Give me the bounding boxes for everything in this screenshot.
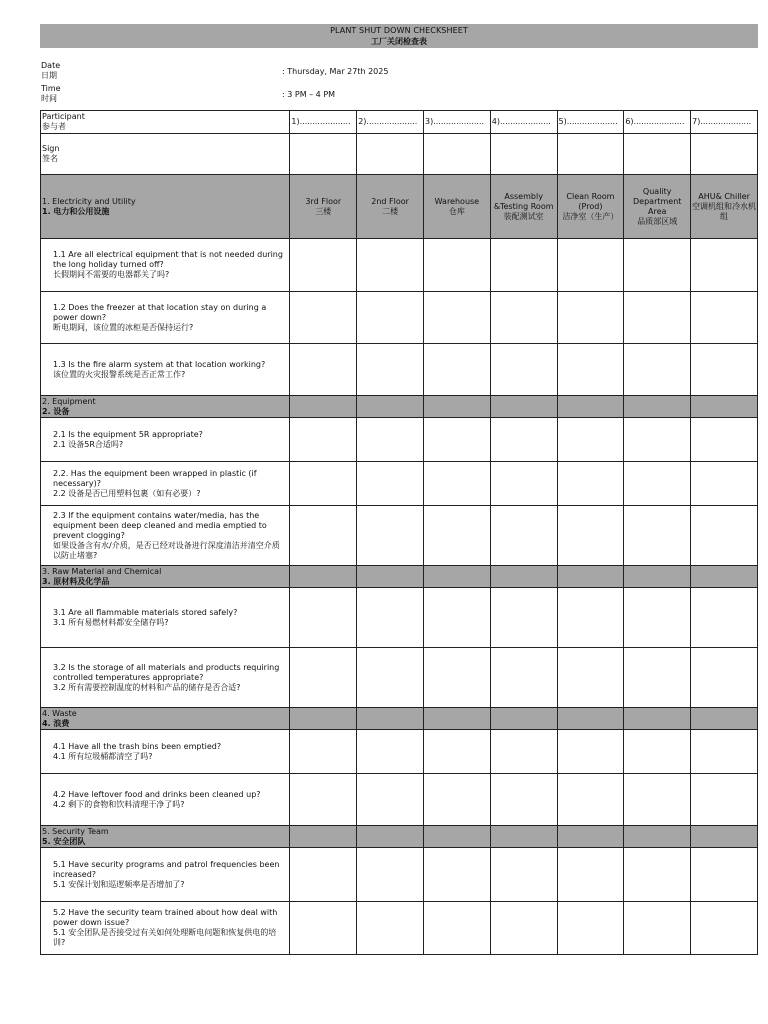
checklist-question: [41, 506, 290, 566]
check-cell-3[interactable]: [423, 462, 490, 506]
sign-cell-3[interactable]: [423, 134, 490, 175]
checklist-row: [41, 292, 758, 344]
area-header-zh: 品质部区域: [637, 216, 678, 226]
section-header-cell: [357, 566, 424, 588]
area-header-2: [357, 175, 424, 239]
section-header-cell: [691, 826, 758, 848]
section-title: [41, 826, 290, 848]
section-title: [41, 708, 290, 730]
section-header-cell: [423, 396, 490, 418]
check-cell-7[interactable]: [691, 648, 758, 708]
check-cell-7[interactable]: [691, 418, 758, 462]
section-header-row-1: [41, 175, 758, 239]
check-cell-1[interactable]: [290, 588, 357, 648]
check-cell-4[interactable]: [490, 506, 557, 566]
check-cell-4[interactable]: [490, 292, 557, 344]
check-cell-2[interactable]: [357, 588, 424, 648]
area-header-3: [423, 175, 490, 239]
sign-cell-4[interactable]: [490, 134, 557, 175]
section-header-cell: [290, 826, 357, 848]
check-cell-5[interactable]: [557, 730, 624, 774]
section-title-en: 2. Equipment: [42, 396, 96, 406]
sign-cell-2[interactable]: [357, 134, 424, 175]
question-zh: 3.1 所有易燃材料都安全储存吗?: [53, 617, 169, 627]
check-cell-3[interactable]: [423, 588, 490, 648]
section-title-en: 5. Security Team: [42, 826, 109, 836]
participant-label-zh: 参与者: [42, 122, 66, 131]
checklist-row: [41, 418, 758, 462]
question-zh: 如果设备含有水/介质，是否已经对设备进行深度清洁并清空介质以防止堵塞?: [53, 540, 280, 560]
section-title-en: 1. Electricity and Utility: [42, 196, 136, 206]
area-header-zh: 仓库: [448, 206, 465, 216]
question-en: 3.1 Are all flammable materials stored safely?: [53, 607, 238, 617]
check-cell-6[interactable]: [624, 730, 691, 774]
section-title-zh: 5. 安全团队: [42, 836, 86, 846]
checklist-row: [41, 848, 758, 902]
participant-slot-7[interactable]: 7)....................: [691, 111, 758, 134]
check-cell-1[interactable]: [290, 418, 357, 462]
section-header-cell: [423, 826, 490, 848]
section-header-cell: [624, 826, 691, 848]
time-label-en: Time: [41, 84, 61, 93]
checklist-question: [41, 344, 290, 396]
checklist-row: [41, 902, 758, 955]
participant-slot-4[interactable]: 4)....................: [490, 111, 557, 134]
check-cell-3[interactable]: [423, 418, 490, 462]
section-header-cell: [691, 566, 758, 588]
section-header-row-5: [41, 826, 758, 848]
participant-label: [41, 111, 290, 134]
area-header-4: [490, 175, 557, 239]
area-header-zh: 装配测试室: [503, 211, 544, 221]
participant-row: [41, 111, 758, 134]
check-cell-4[interactable]: [490, 588, 557, 648]
area-header-en: AHU& Chiller: [698, 191, 750, 201]
question-zh: 4.2 剩下的食物和饮料清理干净了吗?: [53, 799, 185, 809]
check-cell-2[interactable]: [357, 239, 424, 292]
check-cell-5[interactable]: [557, 344, 624, 396]
question-en: 4.1 Have all the trash bins been emptied?: [53, 741, 222, 751]
date-label-en: Date: [41, 61, 61, 70]
checksheet-table: [40, 110, 758, 955]
check-cell-3[interactable]: [423, 239, 490, 292]
checklist-question: [41, 239, 290, 292]
date-label: [41, 61, 60, 81]
check-cell-2[interactable]: [357, 648, 424, 708]
section-header-cell: [357, 826, 424, 848]
area-header-zh: 空调机组和冷水机组: [692, 201, 757, 221]
section-title: [41, 396, 290, 418]
check-cell-7[interactable]: [691, 506, 758, 566]
check-cell-7[interactable]: [691, 848, 758, 902]
checklist-question: [41, 774, 290, 826]
sign-label: [41, 134, 290, 175]
title-bar: [40, 24, 758, 48]
section-header-cell: [624, 708, 691, 730]
check-cell-1[interactable]: [290, 902, 357, 955]
checklist-question: [41, 462, 290, 506]
check-cell-5[interactable]: [557, 418, 624, 462]
check-cell-2[interactable]: [357, 730, 424, 774]
check-cell-5[interactable]: [557, 774, 624, 826]
question-en: 2.3 If the equipment contains water/media, has the equipment been deep cleaned and media emptied to prevent clogging?: [53, 510, 267, 540]
checklist-row: [41, 344, 758, 396]
question-en: 2.1 Is the equipment 5R appropriate?: [53, 429, 203, 439]
participant-slot-6[interactable]: 6)....................: [624, 111, 691, 134]
section-header-cell: [357, 708, 424, 730]
check-cell-3[interactable]: [423, 506, 490, 566]
checklist-row: [41, 730, 758, 774]
checklist-question: [41, 588, 290, 648]
check-cell-4[interactable]: [490, 462, 557, 506]
check-cell-7[interactable]: [691, 588, 758, 648]
area-header-zh: 三楼: [315, 206, 332, 216]
check-cell-3[interactable]: [423, 344, 490, 396]
check-cell-5[interactable]: [557, 902, 624, 955]
area-header-en: 3rd Floor: [305, 196, 342, 206]
check-cell-2[interactable]: [357, 902, 424, 955]
check-cell-4[interactable]: [490, 902, 557, 955]
check-cell-5[interactable]: [557, 848, 624, 902]
check-cell-3[interactable]: [423, 848, 490, 902]
section-header-cell: [290, 396, 357, 418]
area-header-zh: 二楼: [382, 206, 399, 216]
check-cell-5[interactable]: [557, 292, 624, 344]
check-cell-4[interactable]: [490, 418, 557, 462]
sign-cell-7[interactable]: [691, 134, 758, 175]
check-cell-5[interactable]: [557, 239, 624, 292]
check-cell-2[interactable]: [357, 848, 424, 902]
checklist-question: [41, 730, 290, 774]
check-cell-3[interactable]: [423, 730, 490, 774]
check-cell-5[interactable]: [557, 462, 624, 506]
checklist-row: [41, 462, 758, 506]
area-header-en: Warehouse: [434, 196, 480, 206]
check-cell-7[interactable]: [691, 774, 758, 826]
section-header-cell: [624, 396, 691, 418]
section-title-en: 4. Waste: [42, 708, 77, 718]
section-title-en: 3. Raw Material and Chemical: [42, 566, 162, 576]
question-zh: 2.1 设备5R合适吗?: [53, 439, 124, 449]
section-header-cell: [357, 396, 424, 418]
section-header-row-4: [41, 708, 758, 730]
sign-label-zh: 签名: [42, 154, 58, 163]
check-cell-7[interactable]: [691, 462, 758, 506]
check-cell-1[interactable]: [290, 848, 357, 902]
section-title-zh: 3. 原材料及化学品: [42, 576, 110, 586]
checklist-question: [41, 848, 290, 902]
check-cell-7[interactable]: [691, 730, 758, 774]
title-zh: 工厂关闭检查表: [371, 37, 427, 46]
check-cell-7[interactable]: [691, 344, 758, 396]
check-cell-4[interactable]: [490, 848, 557, 902]
check-cell-1[interactable]: [290, 506, 357, 566]
check-cell-1[interactable]: [290, 292, 357, 344]
question-zh: 断电期间，该位置的冰柜是否保持运行?: [53, 322, 194, 332]
check-cell-7[interactable]: [691, 239, 758, 292]
checklist-question: [41, 902, 290, 955]
question-zh: 5.1 安全团队是否接受过有关如何处理断电问题和恢复供电的培训?: [53, 928, 277, 947]
date-label-zh: 日期: [41, 71, 57, 80]
section-header-cell: [423, 566, 490, 588]
question-en: 5.2 Have the security team trained about how deal with power down issue?: [53, 908, 278, 927]
sign-cell-5[interactable]: [557, 134, 624, 175]
check-cell-4[interactable]: [490, 344, 557, 396]
section-header-cell: [490, 396, 557, 418]
sign-cell-1[interactable]: [290, 134, 357, 175]
check-cell-6[interactable]: [624, 774, 691, 826]
time-value[interactable]: : 3 PM – 4 PM: [282, 90, 336, 99]
section-header-cell: [557, 396, 624, 418]
check-cell-1[interactable]: [290, 730, 357, 774]
check-cell-5[interactable]: [557, 506, 624, 566]
question-zh: 2.2 设备是否已用塑料包裹（如有必要）?: [53, 488, 201, 498]
check-cell-7[interactable]: [691, 292, 758, 344]
section-header-cell: [557, 708, 624, 730]
checklist-question: [41, 418, 290, 462]
check-cell-6[interactable]: [624, 292, 691, 344]
area-header-6: [624, 175, 691, 239]
area-header-en: Quality Department Area: [633, 186, 682, 216]
check-cell-1[interactable]: [290, 344, 357, 396]
section-header-cell: [490, 566, 557, 588]
section-header-cell: [691, 396, 758, 418]
participant-slot-3[interactable]: 3)....................: [423, 111, 490, 134]
section-header-row-2: [41, 396, 758, 418]
check-cell-1[interactable]: [290, 239, 357, 292]
question-en: 1.2 Does the freezer at that location stay on during a power down?: [53, 302, 267, 322]
check-cell-7[interactable]: [691, 902, 758, 955]
question-en: 5.1 Have security programs and patrol frequencies been increased?: [53, 859, 280, 879]
section-header-cell: [557, 826, 624, 848]
check-cell-2[interactable]: [357, 344, 424, 396]
section-title: [41, 175, 290, 239]
check-cell-6[interactable]: [624, 506, 691, 566]
title-en: PLANT SHUT DOWN CHECKSHEET: [330, 26, 468, 35]
checklist-row: [41, 588, 758, 648]
check-cell-3[interactable]: [423, 292, 490, 344]
question-zh: 该位置的火灾报警系统是否正常工作?: [53, 369, 186, 379]
area-header-1: [290, 175, 357, 239]
question-zh: 长假期间不需要的电器都关了吗?: [53, 270, 170, 279]
check-cell-2[interactable]: [357, 418, 424, 462]
checklist-question: [41, 292, 290, 344]
section-header-cell: [290, 708, 357, 730]
time-label-zh: 时间: [41, 94, 57, 103]
area-header-en: 2nd Floor: [371, 196, 409, 206]
area-header-7: [691, 175, 758, 239]
check-cell-6[interactable]: [624, 848, 691, 902]
check-cell-1[interactable]: [290, 774, 357, 826]
question-zh: 4.1 所有垃圾桶都清空了吗?: [53, 751, 153, 761]
check-cell-4[interactable]: [490, 730, 557, 774]
participant-label-en: Participant: [42, 112, 85, 121]
section-header-row-3: [41, 566, 758, 588]
question-en: 4.2 Have leftover food and drinks been cleaned up?: [53, 789, 261, 799]
section-header-cell: [290, 566, 357, 588]
check-cell-4[interactable]: [490, 648, 557, 708]
check-cell-4[interactable]: [490, 774, 557, 826]
question-zh: 3.2 所有需要控制温度的材料和产品的储存是否合适?: [53, 682, 241, 692]
check-cell-5[interactable]: [557, 588, 624, 648]
check-cell-1[interactable]: [290, 462, 357, 506]
checklist-row: [41, 774, 758, 826]
check-cell-6[interactable]: [624, 418, 691, 462]
question-zh: 5.1 安保计划和巡逻频率是否增加了?: [53, 879, 185, 889]
checklist-row: [41, 239, 758, 292]
section-header-cell: [624, 566, 691, 588]
sign-row: [41, 134, 758, 175]
sign-cell-6[interactable]: [624, 134, 691, 175]
check-cell-1[interactable]: [290, 648, 357, 708]
area-header-zh: 洁净室（生产）: [562, 211, 619, 221]
check-cell-3[interactable]: [423, 902, 490, 955]
check-cell-3[interactable]: [423, 648, 490, 708]
check-cell-6[interactable]: [624, 648, 691, 708]
section-header-cell: [691, 708, 758, 730]
check-cell-6[interactable]: [624, 344, 691, 396]
checklist-row: [41, 506, 758, 566]
check-cell-6[interactable]: [624, 902, 691, 955]
participant-slot-5[interactable]: 5)....................: [557, 111, 624, 134]
sign-label-en: Sign: [42, 144, 60, 153]
check-cell-3[interactable]: [423, 774, 490, 826]
section-header-cell: [423, 708, 490, 730]
question-en: 1.3 Is the fire alarm system at that location working?: [53, 359, 266, 369]
check-cell-2[interactable]: [357, 506, 424, 566]
check-cell-6[interactable]: [624, 462, 691, 506]
section-header-cell: [490, 826, 557, 848]
checklist-question: [41, 648, 290, 708]
question-en: 2.2. Has the equipment been wrapped in plastic (if necessary)?: [53, 468, 257, 488]
participant-slot-2[interactable]: 2)....................: [357, 111, 424, 134]
check-cell-2[interactable]: [357, 292, 424, 344]
date-value[interactable]: : Thursday, Mar 27th 2025: [282, 67, 389, 76]
participant-slot-1[interactable]: 1)....................: [290, 111, 357, 134]
check-cell-2[interactable]: [357, 462, 424, 506]
check-cell-6[interactable]: [624, 239, 691, 292]
question-en: 1.1 Are all electrical equipment that is not needed during the long holiday turned off?: [53, 250, 283, 269]
time-label: [41, 84, 61, 104]
section-header-cell: [557, 566, 624, 588]
check-cell-4[interactable]: [490, 239, 557, 292]
section-title: [41, 566, 290, 588]
area-header-en: Clean Room (Prod): [566, 191, 615, 211]
area-header-en: Assembly &Testing Room: [493, 191, 554, 211]
check-cell-2[interactable]: [357, 774, 424, 826]
checklist-row: [41, 648, 758, 708]
check-cell-6[interactable]: [624, 588, 691, 648]
section-title-zh: 1. 电力和公用设施: [42, 206, 110, 216]
section-header-cell: [490, 708, 557, 730]
section-title-zh: 4. 浪费: [42, 718, 70, 728]
check-cell-5[interactable]: [557, 648, 624, 708]
section-title-zh: 2. 设备: [42, 406, 70, 416]
question-en: 3.2 Is the storage of all materials and products requiring controlled temperatures appropriate?: [53, 662, 280, 682]
area-header-5: [557, 175, 624, 239]
